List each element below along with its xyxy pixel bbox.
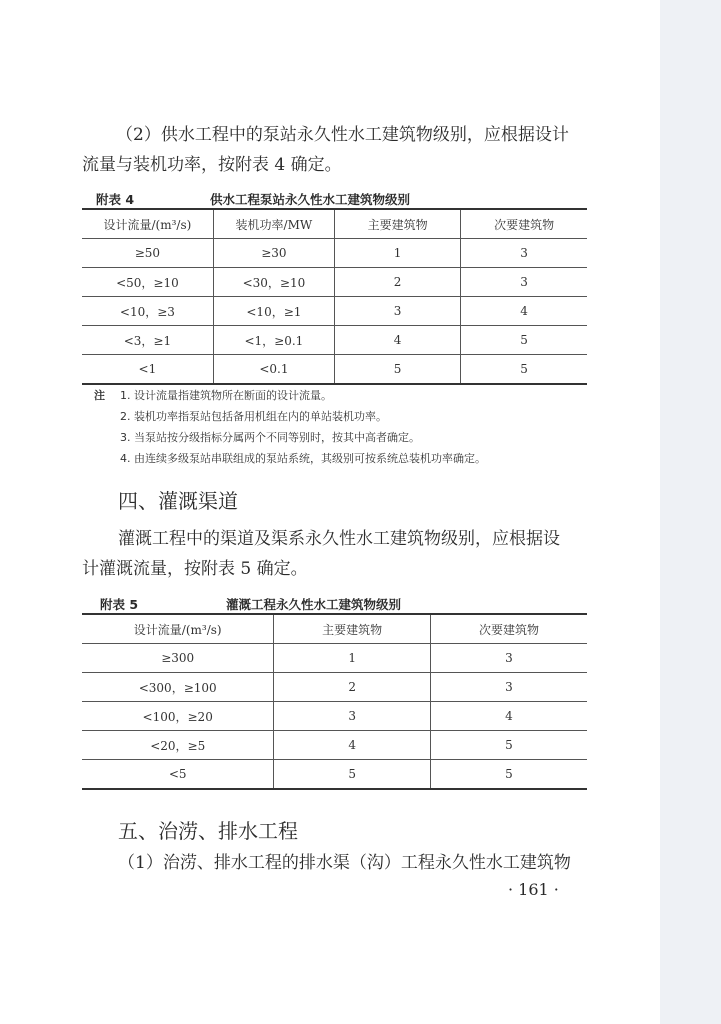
table4-cell: <1，≥0.1 [213, 326, 334, 355]
table4-cell: <1 [82, 355, 213, 385]
page-number: · 161 · [508, 880, 559, 899]
table5-cell: <5 [82, 760, 274, 790]
table4-cell: <10，≥3 [82, 297, 213, 326]
section4-line-2: 计灌溉流量，按附表 5 确定。 [82, 559, 308, 579]
table4-header-row [82, 209, 587, 239]
table5-cell: 5 [430, 731, 587, 760]
table5-header: 主要建筑物 [274, 614, 431, 644]
table4-label: 附表 4 [96, 192, 135, 207]
table4-cell: 2 [334, 268, 460, 297]
table4-cell: ≥50 [82, 239, 213, 268]
table-row [82, 239, 587, 268]
section-4-heading: 四、灌溉渠道 [118, 489, 238, 513]
table4-cell: 4 [461, 297, 587, 326]
table-row [82, 673, 587, 702]
table4-title: 供水工程泵站永久性水工建筑物级别 [210, 192, 411, 207]
table-5 [82, 613, 587, 790]
table5-cell: ≥300 [82, 644, 274, 673]
table5-cell: 3 [430, 673, 587, 702]
table4-header: 装机功率/MW [213, 209, 334, 239]
table4-cell: 5 [461, 326, 587, 355]
table5-title: 灌溉工程永久性水工建筑物级别 [226, 597, 402, 612]
table-row [82, 644, 587, 673]
table4-header: 设计流量/(m³/s) [103, 217, 192, 232]
table5-header: 设计流量/(m³/s) [133, 622, 222, 637]
table4-cell: 1 [334, 239, 460, 268]
table5-cell: 2 [274, 673, 431, 702]
table5-cell: 4 [430, 702, 587, 731]
intro-line-1: （2）供水工程中的泵站永久性水工建筑物级别，应根据设计 [116, 125, 569, 145]
table4-cell: <10，≥1 [213, 297, 334, 326]
table4-cell: <50，≥10 [82, 268, 213, 297]
intro-line-2: 流量与装机功率，按附表 4 确定。 [82, 155, 342, 175]
section-5-heading: 五、治涝、排水工程 [118, 819, 298, 843]
table-4 [82, 208, 587, 385]
table5-cell: <300，≥100 [82, 673, 274, 702]
table5-label: 附表 5 [100, 597, 139, 612]
table5-cell: 5 [274, 760, 431, 790]
table5-cell: <20，≥5 [82, 731, 274, 760]
table4-cell: <0.1 [213, 355, 334, 385]
table4-cell: 4 [334, 326, 460, 355]
section4-line-1: 灌溉工程中的渠道及渠系永久性水工建筑物级别，应根据设 [118, 529, 560, 549]
table4-cell: 3 [461, 268, 587, 297]
table4-cell: ≥30 [213, 239, 334, 268]
page-margin [660, 0, 721, 1024]
table-row [82, 355, 587, 385]
table-row [82, 731, 587, 760]
section5-line-1: （1）治涝、排水工程的排水渠（沟）工程永久性水工建筑物 [118, 853, 571, 873]
table5-cell: <100，≥20 [82, 702, 274, 731]
table5-cell: 4 [274, 731, 431, 760]
table-row [82, 760, 587, 790]
note-item: 4. 由连续多级泵站串联组成的泵站系统，其级别可按系统总装机功率确定。 [120, 452, 486, 465]
table4-cell: <3，≥1 [82, 326, 213, 355]
notes-label: 注 [94, 389, 105, 402]
table4-header: 主要建筑物 [334, 209, 460, 239]
note-item: 1. 设计流量指建筑物所在断面的设计流量。 [120, 389, 332, 402]
table-row [82, 326, 587, 355]
table5-cell: 5 [430, 760, 587, 790]
table5-cell: 3 [430, 644, 587, 673]
table4-header: 次要建筑物 [461, 209, 587, 239]
table4-cell: <30，≥10 [213, 268, 334, 297]
table5-header-row [82, 614, 587, 644]
table5-cell: 1 [274, 644, 431, 673]
table-row [82, 268, 587, 297]
note-item: 2. 装机功率指泵站包括备用机组在内的单站装机功率。 [120, 410, 387, 423]
table4-cell: 5 [461, 355, 587, 385]
table5-header: 次要建筑物 [430, 614, 587, 644]
note-item: 3. 当泵站按分级指标分属两个不同等别时，按其中高者确定。 [120, 431, 420, 444]
table4-cell: 5 [334, 355, 460, 385]
table4-cell: 3 [334, 297, 460, 326]
table-row [82, 297, 587, 326]
table4-cell: 3 [461, 239, 587, 268]
table-row [82, 702, 587, 731]
table5-cell: 3 [274, 702, 431, 731]
